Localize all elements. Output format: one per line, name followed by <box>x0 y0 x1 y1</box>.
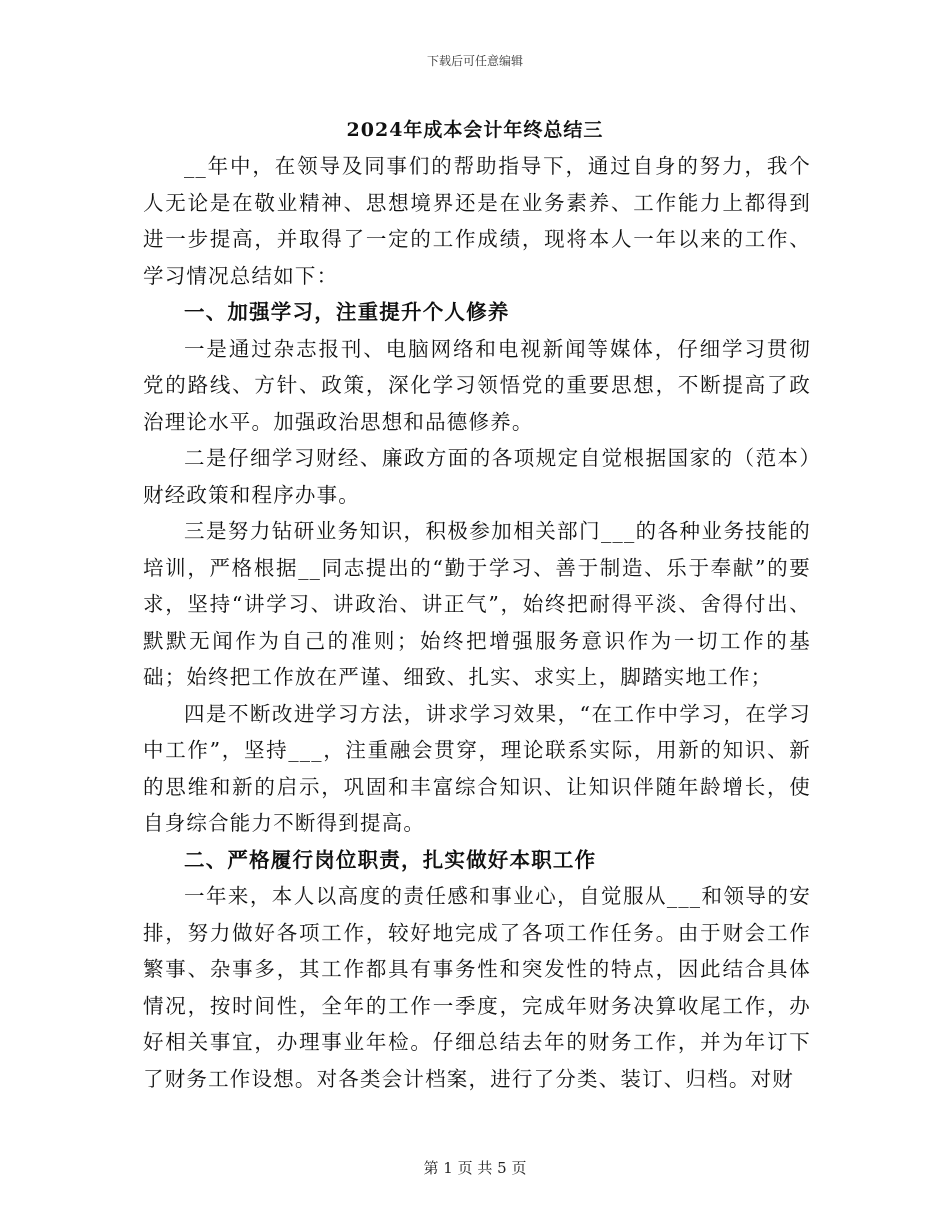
document-body <box>143 148 811 1097</box>
page-number-footer: 第 1 页 共 5 页 <box>423 1159 527 1177</box>
paragraph: 三是努力钻研业务知识，积极参加相关部门___的各种业务技能的培训，严格根据__同志提出的“勤于学习、善于制造、乐于奉献”的要求，坚持“讲学习、讲政治、讲正气”，始终把耐得平淡、舍得付出、默默无闻作为自己的准则；始终把增强服务意识作为一切工作的基础；始终把工作放在严谨、细致、扎实、求实上，脚踏实地工作； <box>143 519 811 689</box>
paragraph: 四是不断改进学习方法，讲求学习效果，“在工作中学习，在学习中工作”，坚持___，注重融会贯穿，理论联系实际，用新的知识、新的思维和新的启示，巩固和丰富综合知识、让知识伴随年龄增长，使自身综合能力不断得到提高。 <box>143 701 811 835</box>
section-heading-2: 二、严格履行岗位职责，扎实做好本职工作 <box>184 847 597 872</box>
paragraph: 一是通过杂志报刊、电脑网络和电视新闻等媒体，仔细学习贯彻党的路线、方针、政策，深化学习领悟党的重要思想，不断提高了政治理论水平。加强政治思想和品德修养。 <box>143 336 811 434</box>
document-title: 2024年成本会计年终总结三 <box>346 119 604 141</box>
header-note: 下载后可任意编辑 <box>426 54 523 68</box>
section-heading-1: 一、加强学习，注重提升个人修养 <box>184 300 510 324</box>
paragraph: 二是仔细学习财经、廉政方面的各项规定自觉根据国家的（范本）财经政策和程序办事。 <box>143 446 811 507</box>
paragraph-intro: __年中，在领导及同事们的帮助指导下，通过自身的努力，我个人无论是在敬业精神、思想境界还是在业务素养、工作能力上都得到进一步提高，并取得了一定的工作成绩，现将本人一年以来的工作、学习情况总结如下： <box>143 154 811 288</box>
paragraph: 一年来，本人以高度的责任感和事业心，自觉服从___和领导的安排，努力做好各项工作，较好地完成了各项工作任务。由于财会工作繁事、杂事多，其工作都具有事务性和突发性的特点，因此结合具体情况，按时间性，全年的工作一季度，完成年财务决算收尾工作，办好相关事宜，办理事业年检。仔细总结去年的财务工作，并为年订下了财务工作设想。对各类会计档案，进行了分类、装订、归档。对财 <box>143 884 811 1091</box>
